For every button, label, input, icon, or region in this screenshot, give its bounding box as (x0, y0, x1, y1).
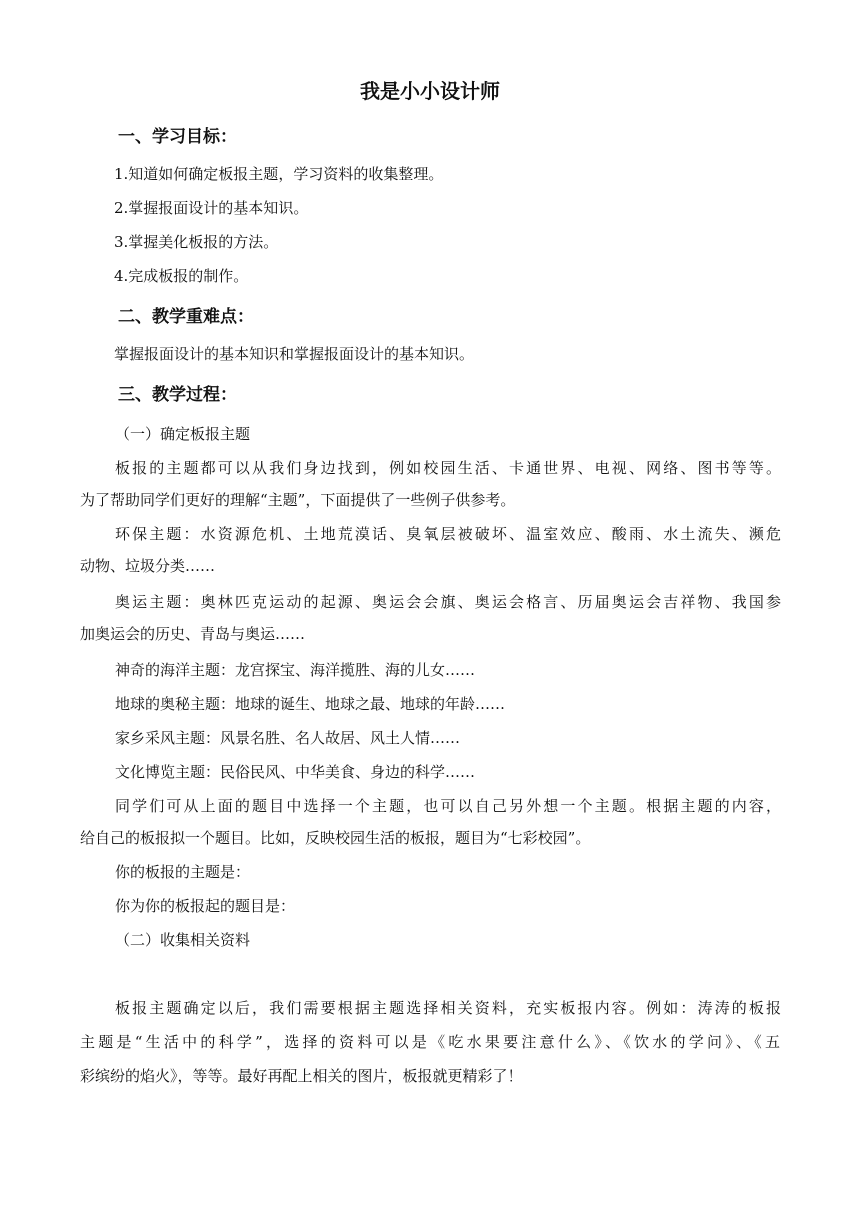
document-title: 我是小小设计师 (360, 79, 500, 103)
section-heading-key-points: 二、教学重难点： (118, 307, 254, 327)
objective-item: 1.知道如何确定板报主题，学习资料的收集整理。 (114, 165, 444, 183)
question-title: 你为你的板报起的题目是： (115, 897, 296, 915)
paragraph-line: 板报的主题都可以从我们身边找到，例如校园生活、卡通世界、电视、网络、图书等等。 (115, 459, 781, 477)
theme-olympic-line: 奥运主题：奥林匹克运动的起源、奥运会会旗、奥运会格言、历届奥运会吉祥物、我国参 (115, 593, 781, 611)
theme-env-line: 动物、垃圾分类…… (80, 557, 216, 575)
paragraph-line: 为了帮助同学们更好的理解“主题”，下面提供了一些例子供参考。 (80, 491, 516, 509)
objective-item: 4.完成板报的制作。 (114, 267, 249, 285)
theme-olympic-line: 加奥运会的历史、青岛与奥运…… (80, 625, 306, 643)
theme-culture: 文化博览主题：民俗民风、中华美食、身边的科学…… (115, 763, 476, 781)
paragraph-line: 彩缤纷的焰火》，等等。最好再配上相关的图片，板报就更精彩了！ (80, 1067, 523, 1085)
subheading-collect-materials: （二）收集相关资料 (115, 931, 251, 949)
section-heading-objectives: 一、学习目标： (118, 127, 237, 147)
paragraph-line: 主题是“生活中的科学”，选择的资料可以是《吃水果要注意什么》、《饮水的学问》、《五 (80, 1033, 780, 1051)
paragraph-line: 板报主题确定以后，我们需要根据主题选择相关资料，充实板报内容。例如：涛涛的板报 (115, 999, 781, 1017)
theme-ocean: 神奇的海洋主题：龙宫探宝、海洋揽胜、海的儿女…… (115, 661, 476, 679)
question-theme: 你的板报的主题是： (115, 863, 251, 881)
paragraph-line: 同学们可从上面的题目中选择一个主题，也可以自己另外想一个主题。根据主题的内容， (115, 797, 781, 815)
objective-item: 3.掌握美化板报的方法。 (114, 233, 279, 251)
key-points-text: 掌握报面设计的基本知识和掌握报面设计的基本知识。 (114, 345, 475, 363)
objective-item: 2.掌握报面设计的基本知识。 (114, 199, 309, 217)
paragraph-line: 给自己的板报拟一个题目。比如，反映校园生活的板报，题目为“七彩校园”。 (80, 829, 591, 847)
subheading-determine-theme: （一）确定板报主题 (115, 425, 251, 443)
theme-env-line: 环保主题：水资源危机、土地荒漠话、臭氧层被破坏、温室效应、酸雨、水土流失、濒危 (115, 525, 781, 543)
theme-hometown: 家乡采风主题：风景名胜、名人故居、风土人情…… (115, 729, 461, 747)
section-heading-process: 三、教学过程： (118, 385, 237, 405)
theme-earth: 地球的奥秘主题：地球的诞生、地球之最、地球的年龄…… (115, 695, 506, 713)
